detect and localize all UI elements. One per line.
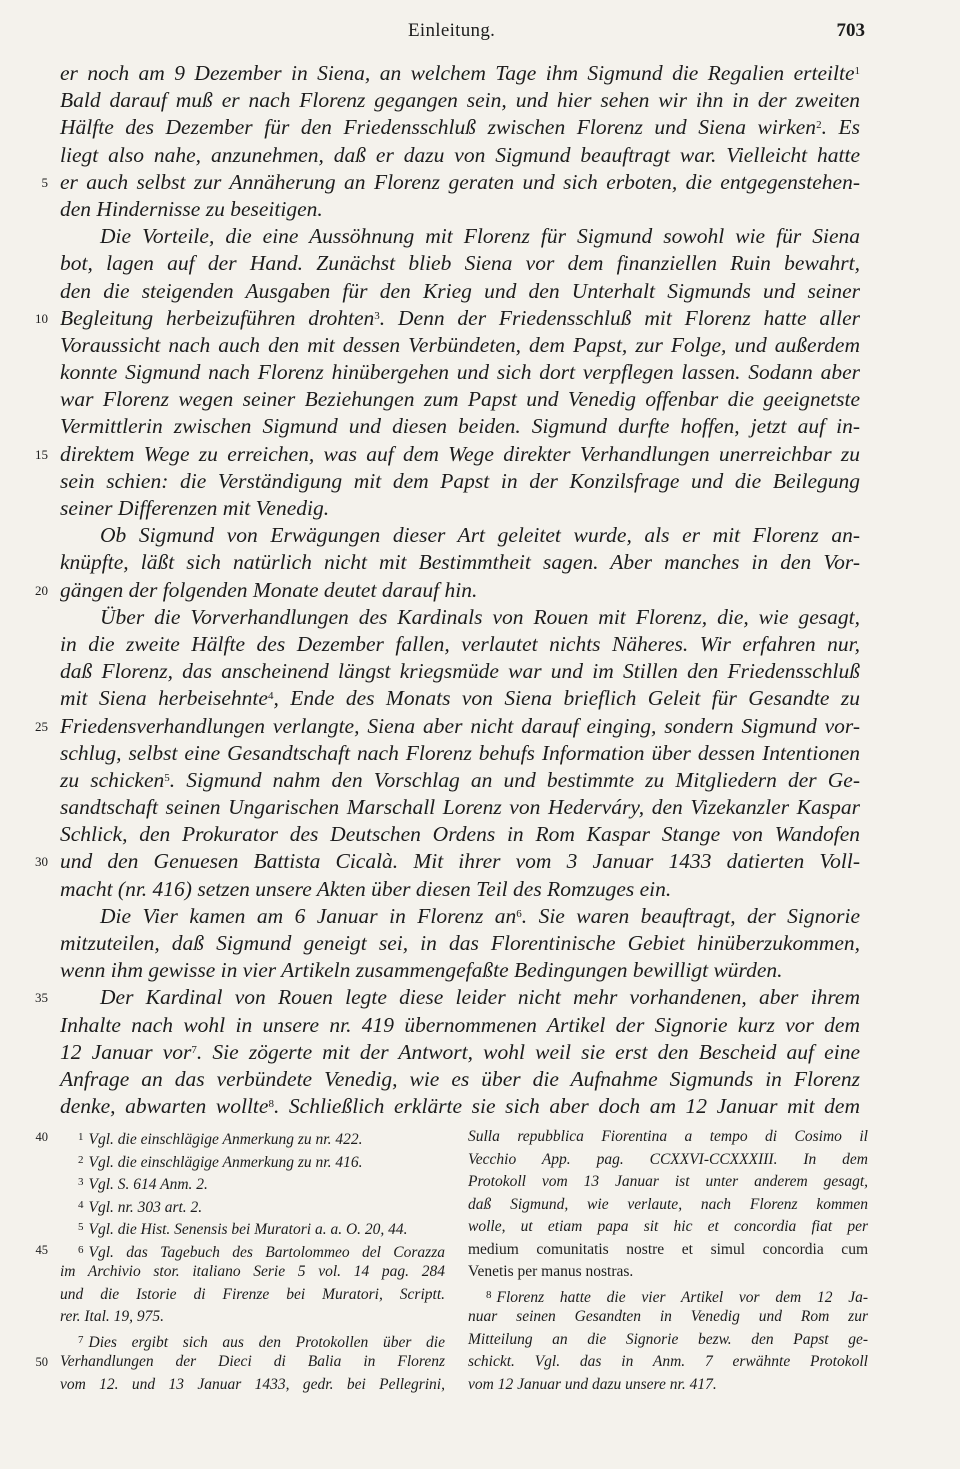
page-header bbox=[0, 20, 960, 48]
footnote-line bbox=[468, 1306, 868, 1329]
line-text bbox=[60, 794, 860, 821]
footnote-marker: 4 bbox=[78, 1198, 84, 1211]
text-line bbox=[60, 767, 860, 794]
footnote-line bbox=[60, 1216, 445, 1239]
line-number: 30 bbox=[35, 854, 48, 870]
text-line bbox=[60, 740, 860, 767]
text-line bbox=[35, 305, 860, 332]
line-text bbox=[60, 1012, 860, 1039]
footnotes-left-column bbox=[35, 1126, 445, 1396]
line-text-main: Inhalte nach wohl in unsere nr. 419 übernommenen Artikel der Signorie kurz vor dem bbox=[60, 1012, 860, 1037]
text-line bbox=[60, 468, 860, 495]
line-number: 35 bbox=[35, 990, 48, 1006]
page-number: 703 bbox=[836, 20, 865, 41]
line-text bbox=[60, 1039, 860, 1066]
line-text bbox=[60, 767, 860, 794]
text-line bbox=[35, 713, 860, 740]
line-text bbox=[60, 522, 860, 549]
footnote-marker: 5 bbox=[78, 1221, 84, 1233]
footnote-line bbox=[468, 1216, 868, 1239]
footnote-text bbox=[468, 1126, 868, 1149]
footnote-line-text: Florenz hatte die vier Artikel vor dem 12 Ja- bbox=[496, 1288, 868, 1306]
footnotes-right-column bbox=[468, 1126, 868, 1396]
text-line bbox=[60, 1012, 860, 1039]
line-text bbox=[60, 413, 860, 440]
line-text bbox=[60, 1066, 860, 1093]
line-text-main: er noch am 9 Dezember in Siena, an welchem Tage ihm Sigmund die Regalien erteilte bbox=[60, 61, 855, 85]
text-line bbox=[60, 359, 860, 386]
footnote-text bbox=[468, 1351, 868, 1374]
line-text-main: Schlick, den Prokurator des Deutschen Ordens in Rom Kaspar Stange von Wandofen bbox=[60, 822, 860, 847]
line-text bbox=[60, 821, 860, 848]
line-text-main: Bald darauf muß er nach Florenz gegangen sein, und hier sehen wir ihn in der zweiten bbox=[60, 88, 860, 113]
line-text-tail: . Sie waren beauftragt, der Signorie bbox=[521, 903, 860, 928]
text-line bbox=[60, 142, 860, 169]
text-line bbox=[60, 930, 860, 957]
line-text bbox=[60, 441, 860, 468]
line-number: 15 bbox=[35, 446, 48, 462]
footnote-line-text: Verhandlungen der Dieci di Balia in Florenz bbox=[60, 1353, 445, 1370]
line-text bbox=[60, 876, 860, 903]
footnote-text bbox=[60, 1261, 445, 1284]
text-line bbox=[60, 658, 860, 685]
footnote-line bbox=[468, 1329, 868, 1352]
text-line bbox=[60, 250, 860, 277]
text-line bbox=[60, 196, 860, 223]
line-text-main: macht (nr. 416) setzen unsere Akten über diesen Teil des Romzuges ein. bbox=[60, 876, 672, 901]
text-line bbox=[60, 114, 860, 141]
line-text-main: Friedensverhandlungen verlangte, Siena aber nicht darauf einging, sondern Sigmund vor- bbox=[60, 713, 860, 738]
line-text bbox=[60, 685, 860, 712]
text-line bbox=[60, 1039, 860, 1066]
footnote-reference: 8 bbox=[268, 1098, 274, 1111]
line-text bbox=[60, 903, 860, 930]
line-text bbox=[60, 930, 860, 957]
footnote-line-text: Sulla repubblica Fiorentina a tempo di Cosimo il bbox=[468, 1128, 868, 1145]
text-line bbox=[60, 549, 860, 576]
footnote-line-text: Vgl. die Hist. Senensis bei Muratori a. a. O. 20, 44. bbox=[88, 1221, 408, 1238]
footnote-text bbox=[468, 1194, 868, 1217]
line-text-main: den Hindernisse zu beseitigen. bbox=[60, 196, 323, 221]
line-text bbox=[60, 848, 860, 875]
line-text-tail: , Ende des Monats von Siena brieflich Geleit für Gesandte zu bbox=[273, 686, 861, 711]
footnote-reference: 5 bbox=[164, 771, 170, 784]
line-text bbox=[60, 984, 860, 1011]
text-line bbox=[60, 413, 860, 440]
footnote-line bbox=[60, 1171, 445, 1194]
footnote-text bbox=[468, 1306, 868, 1329]
line-text-main: denke, abwarten wollte bbox=[60, 1094, 269, 1119]
footnote-text bbox=[60, 1284, 445, 1307]
text-line bbox=[60, 1066, 860, 1093]
line-number: 10 bbox=[35, 310, 48, 326]
line-number: 40 bbox=[35, 1130, 48, 1144]
line-text-main: bot, lagen auf der Hand. Zunächst blieb Siena vor dem finanziellen Ruin bewahrt, bbox=[60, 251, 860, 276]
footnote-line bbox=[468, 1171, 868, 1194]
footnote-line-text: und die Istorie di Firenze bei Muratori, Scriptt. bbox=[60, 1285, 445, 1303]
footnote-text bbox=[60, 1374, 445, 1397]
footnote-marker: 6 bbox=[78, 1243, 84, 1256]
line-text-main: war Florenz wegen seiner Beziehungen zum Papst und Venedig offenbar die geeignetste bbox=[60, 387, 860, 412]
running-head: Einleitung. bbox=[408, 20, 496, 41]
line-text-tail: . Schließlich erklärte sie sich aber doch am 12 Januar mit dem bbox=[273, 1094, 861, 1119]
line-text bbox=[60, 278, 860, 305]
footnote-reference: 1 bbox=[854, 65, 860, 77]
footnote-marker: 8 bbox=[486, 1288, 492, 1301]
footnote-reference: 6 bbox=[516, 907, 522, 920]
footnote-line-text: Vgl. S. 614 Anm. 2. bbox=[88, 1176, 208, 1193]
line-text bbox=[60, 495, 860, 522]
text-line bbox=[60, 794, 860, 821]
footnote-line-text: Protokoll vom 13 Januar ist unter anderem gesagt, bbox=[468, 1173, 868, 1190]
footnote-line-text: Mitteilung an die Signorie bezw. den Papst ge- bbox=[468, 1330, 868, 1348]
line-text-main: gängen der folgenden Monate deutet darauf hin. bbox=[60, 577, 478, 602]
footnote-line bbox=[60, 1284, 445, 1307]
text-line bbox=[60, 957, 860, 984]
line-text-tail: . Es bbox=[821, 115, 860, 140]
line-text bbox=[60, 1093, 860, 1120]
footnote-line-text: rer. Ital. 19, 975. bbox=[60, 1308, 165, 1325]
footnote-line bbox=[468, 1284, 868, 1307]
line-text-main: liegt also nahe, anzunehmen, daß er dazu von Sigmund beauftragt war. Vielleicht hatte bbox=[60, 142, 860, 167]
footnote-reference: 4 bbox=[267, 690, 274, 703]
line-text-main: daß Florenz, das anscheinend längst kriegsmüde war und im Stillen den Friedensschluß bbox=[60, 659, 860, 684]
line-text-main: sandtschaft seinen Ungarischen Marschall Lorenz von Hederváry, den Vizekanzler Kaspar bbox=[60, 795, 860, 820]
line-text-main: Ob Sigmund von Erwägungen dieser Art geleitet wurde, als er mit Florenz an- bbox=[100, 523, 860, 548]
footnote-line-text: medium comunitatis nostre et simul concordia cum bbox=[468, 1240, 868, 1258]
footnote-line bbox=[468, 1351, 868, 1374]
footnote-line-text: Venetis per manus nostras. bbox=[468, 1263, 634, 1280]
footnote-marker: 2 bbox=[78, 1153, 84, 1166]
line-text-main: knüpfte, läßt sich natürlich nicht mit Bestimmtheit sagen. Aber manches in den Vor- bbox=[60, 550, 860, 575]
footnote-line-text: schickt. Vgl. das in Anm. 7 erwähnte Protokoll bbox=[468, 1353, 868, 1370]
line-text-main: Begleitung herbeizuführen drohten bbox=[60, 305, 375, 330]
text-line bbox=[60, 876, 860, 903]
footnote-line bbox=[468, 1126, 868, 1149]
footnote-line bbox=[468, 1374, 868, 1397]
line-text bbox=[60, 386, 860, 413]
line-text-main: 12 Januar vor bbox=[60, 1039, 192, 1064]
line-number: 5 bbox=[41, 174, 48, 190]
footnote-line bbox=[60, 1149, 445, 1172]
line-text-main: mitzuteilen, daß Sigmund geneigt sei, in das Florentinische Gebiet hinüberzukommen, bbox=[60, 931, 860, 955]
footnote-line bbox=[468, 1261, 868, 1284]
line-number: 45 bbox=[35, 1242, 48, 1257]
text-line bbox=[60, 903, 860, 930]
line-text bbox=[60, 658, 860, 685]
footnote-line bbox=[468, 1239, 868, 1262]
line-text bbox=[60, 957, 860, 984]
line-text bbox=[60, 114, 860, 141]
line-number: 25 bbox=[35, 718, 48, 734]
footnote-text bbox=[468, 1261, 868, 1284]
line-text bbox=[60, 468, 860, 495]
footnote-text bbox=[468, 1329, 868, 1352]
footnote-marker: 1 bbox=[78, 1131, 84, 1143]
footnote-line-text: vom 12. und 13 Januar 1433, gedr. bei Pellegrini, bbox=[60, 1375, 445, 1393]
line-text bbox=[60, 223, 860, 250]
footnote-marker: 7 bbox=[78, 1333, 84, 1346]
footnote-text bbox=[468, 1374, 868, 1397]
footnote-line bbox=[60, 1261, 445, 1284]
text-line bbox=[35, 577, 860, 604]
line-text bbox=[60, 305, 860, 332]
footnote-line bbox=[60, 1194, 445, 1217]
footnote-line-text: vom 12 Januar und dazu unsere nr. 417. bbox=[468, 1375, 717, 1393]
line-text-main: Vermittlerin zwischen Sigmund und diesen beiden. Sigmund durfte hoffen, jetzt auf in- bbox=[60, 414, 860, 439]
text-line bbox=[60, 332, 860, 359]
text-line bbox=[60, 87, 860, 114]
line-text-tail: . Sie zögerte mit der Antwort, wohl weil sie erst den Bescheid auf eine bbox=[196, 1039, 860, 1064]
footnote-text bbox=[60, 1306, 445, 1329]
text-line bbox=[60, 685, 860, 712]
footnote-line bbox=[35, 1351, 445, 1374]
line-text-main: und den Genuesen Battista Cicalà. Mit ihrer vom 3 Januar 1433 datierten Voll- bbox=[60, 849, 860, 874]
line-text-main: zu schicken bbox=[60, 767, 165, 792]
footnote-line-text: Vgl. nr. 303 art. 2. bbox=[88, 1198, 203, 1216]
line-text bbox=[60, 87, 860, 114]
footnote-text bbox=[468, 1216, 868, 1239]
line-text bbox=[60, 142, 860, 169]
text-line bbox=[60, 495, 860, 522]
line-text-main: Voraussicht nach auch den mit dessen Verbündeten, dem Papst, zur Folge, und außerdem bbox=[60, 332, 860, 357]
line-text bbox=[60, 713, 860, 740]
footnote-line-text: nuar seinen Gesandten in Venedig und Rom zur bbox=[468, 1308, 868, 1325]
main-text bbox=[35, 60, 861, 1120]
footnote-text bbox=[468, 1171, 868, 1194]
footnote-text bbox=[60, 1351, 445, 1374]
line-text-main: schlug, selbst eine Gesandtschaft nach Florenz behufs Information über dessen Intentionen bbox=[60, 740, 860, 765]
line-text-main: in die zweite Hälfte des Dezember fallen, verlautet nichts Näheres. Wir erfahren nur, bbox=[60, 631, 860, 656]
footnote-line bbox=[468, 1194, 868, 1217]
text-line bbox=[60, 604, 860, 631]
footnote-marker: 3 bbox=[78, 1176, 84, 1188]
line-text-main: Anfrage an das verbündete Venedig, wie es über die Aufnahme Sigmunds in Florenz bbox=[60, 1066, 860, 1091]
line-text-tail: . Sigmund nahm den Vorschlag an und bestimmte zu Mitgliedern der Ge- bbox=[169, 767, 860, 792]
footnote-reference: 3 bbox=[374, 309, 380, 322]
line-text-main: Der Kardinal von Rouen legte diese leider nicht mehr vorhandenen, aber ihrem bbox=[100, 985, 860, 1010]
line-number: 50 bbox=[35, 1355, 48, 1369]
footnote-reference: 7 bbox=[191, 1043, 197, 1056]
footnote-line-text: Vecchio App. pag. CCXXVI-CCXXXIII. In dem bbox=[468, 1150, 868, 1168]
line-text-main: er auch selbst zur Annäherung an Florenz geraten und sich erboten, die entgegenstehen- bbox=[60, 169, 860, 194]
footnote-line-text: im Archivio stor. italiano Serie 5 vol. 14 pag. 284 bbox=[60, 1263, 445, 1280]
line-text bbox=[60, 549, 860, 576]
line-text bbox=[60, 169, 860, 196]
footnote-line-text: Dies ergibt sich aus den Protokollen über die bbox=[88, 1333, 445, 1351]
footnote-line-text: Vgl. das Tagebuch des Bartolommeo del Corazza bbox=[88, 1243, 445, 1261]
footnote-text bbox=[468, 1239, 868, 1262]
line-text-tail: . Denn der Friedensschluß mit Florenz hatte aller bbox=[379, 305, 860, 330]
text-line bbox=[35, 848, 860, 875]
line-text bbox=[60, 359, 860, 386]
line-text-main: wenn ihm gewisse in vier Artikeln zusammengefaßte Bedingungen bewilligt würden. bbox=[60, 958, 783, 983]
text-line bbox=[60, 278, 860, 305]
line-text bbox=[60, 604, 860, 631]
footnote-line bbox=[35, 1126, 445, 1149]
footnote-line-text: Vgl. die einschlägige Anmerkung zu nr. 416. bbox=[88, 1153, 363, 1171]
footnote-line bbox=[468, 1149, 868, 1172]
line-text-main: direktem Wege zu erreichen, was auf dem Wege direkter Verhandlungen unerreichbar zu bbox=[60, 441, 860, 466]
text-line bbox=[60, 1093, 860, 1120]
text-line bbox=[60, 522, 860, 549]
line-text-main: seiner Differenzen mit Venedig. bbox=[60, 496, 330, 520]
line-text bbox=[60, 577, 860, 604]
footnote-line-text: wolle, ut etiam papa sit hic et concordia fiat per bbox=[468, 1218, 868, 1235]
footnote-line-text: Vgl. die einschlägige Anmerkung zu nr. 422. bbox=[88, 1131, 363, 1148]
line-text-main: Über die Vorverhandlungen des Kardinals von Rouen mit Florenz, die, wie gesagt, bbox=[100, 604, 860, 629]
footnote-line bbox=[60, 1329, 445, 1352]
footnote-line-text: daß Sigmund, wie verlaute, nach Florenz kommen bbox=[468, 1195, 868, 1213]
line-text bbox=[60, 740, 860, 767]
line-text-main: mit Siena herbeisehnte bbox=[60, 686, 268, 711]
text-line bbox=[60, 821, 860, 848]
line-text bbox=[60, 250, 860, 277]
line-text-main: Die Vier kamen am 6 Januar in Florenz an bbox=[100, 903, 517, 928]
footnote-line bbox=[60, 1374, 445, 1397]
text-line bbox=[41, 169, 860, 196]
line-text bbox=[60, 196, 860, 223]
footnote-line bbox=[60, 1306, 445, 1329]
text-line bbox=[60, 386, 860, 413]
line-text-main: Die Vorteile, die eine Aussöhnung mit Florenz für Sigmund sowohl wie für Siena bbox=[100, 224, 860, 249]
text-line bbox=[60, 631, 860, 658]
text-line bbox=[60, 60, 860, 87]
line-number: 20 bbox=[35, 582, 48, 598]
line-text-main: konnte Sigmund nach Florenz hinübergehen und sich dort verpflegen lassen. Sodann aber bbox=[60, 360, 860, 385]
line-text-main: den die steigenden Ausgaben für den Krieg und den Unterhalt Sigmunds und seiner bbox=[60, 278, 860, 303]
footnote-text bbox=[468, 1149, 868, 1172]
line-text bbox=[60, 60, 860, 87]
line-text-main: sein schien: die Verständigung mit dem Papst in der Konzilsfrage und die Beilegung bbox=[60, 468, 860, 493]
footnote-reference: 2 bbox=[816, 119, 822, 132]
text-line bbox=[60, 223, 860, 250]
footnote-line bbox=[35, 1239, 445, 1262]
line-text-main: Hälfte des Dezember für den Friedensschluß zwischen Florenz und Siena wirken bbox=[60, 115, 817, 140]
line-text bbox=[60, 332, 860, 359]
text-line bbox=[35, 441, 860, 468]
line-text bbox=[60, 631, 860, 658]
text-line bbox=[35, 984, 860, 1011]
